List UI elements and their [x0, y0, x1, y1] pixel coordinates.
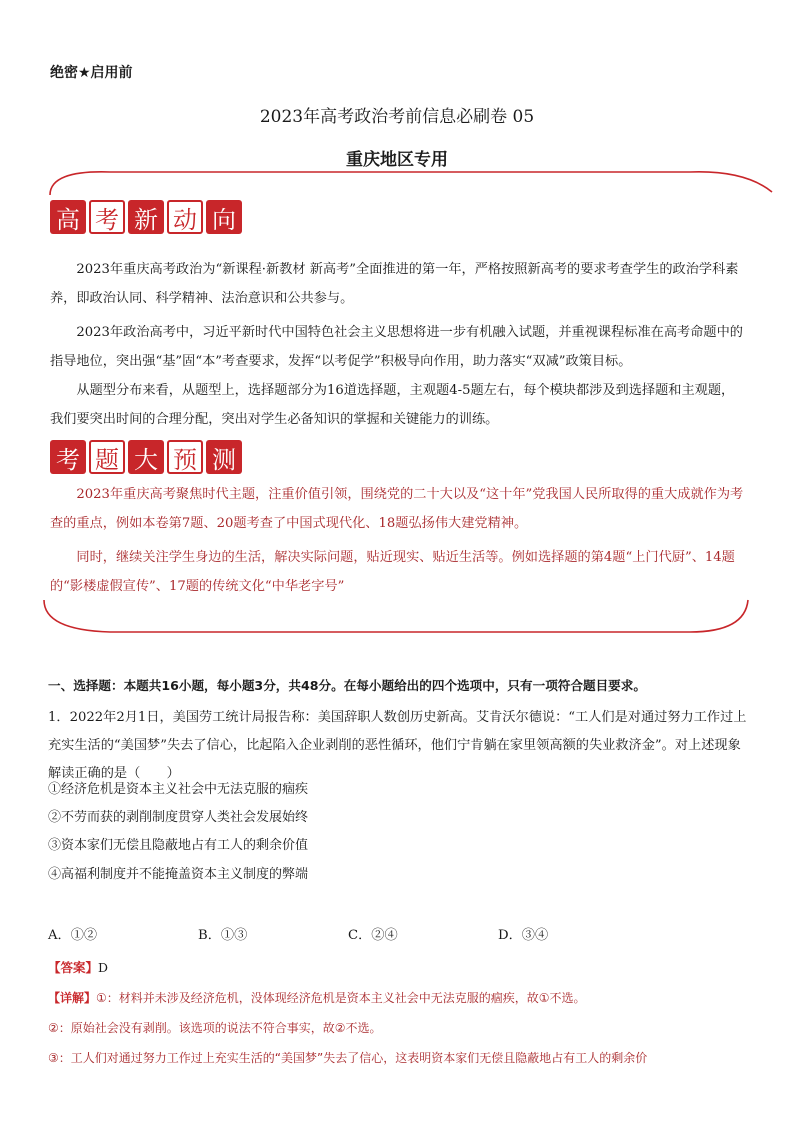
choice-d: D．③④ [498, 928, 549, 943]
explanation-line: ③：工人们对通过努力工作过上充实生活的“美国梦”失去了信心，这表明资本家们无偿且隐蔽地占有工人的剩余价 [48, 1051, 648, 1065]
answer-line [48, 958, 108, 976]
choice-b: B．①③ [198, 928, 248, 943]
explanation-line: ②：原始社会没有剥削。该选项的说法不符合事实，故②不选。 [48, 1021, 382, 1035]
explain-label: 【详解】 [48, 991, 97, 1005]
banner-char: 新 [128, 200, 164, 234]
banner-char: 考 [89, 200, 125, 234]
trend-banner [50, 200, 242, 234]
banner-char: 考 [50, 440, 86, 474]
question-stem: 1．2022年2月1日，美国劳工统计局报告称：美国辞职人数创历史新高。艾肯沃尔德说：“工人们是对通过努力工作过上充实生活的“美国梦”失去了信心，比起陷入企业剥削的恶性循环，他们宁肯躺在家里领高额的失业救济金”。对上述现象解读正确的是（ ） [48, 710, 747, 781]
trend-paragraph: 2023年重庆高考政治为“新课程·新教材 新高考”全面推进的第一年，严格按照新高考的要求考查学生的政治学科素养，即政治认同、科学精神、法治意识和公共参与。 [50, 262, 739, 306]
banner-char: 高 [50, 200, 86, 234]
choice-c: C．②④ [348, 928, 398, 943]
answer-label: 【答案】 [48, 960, 99, 975]
banner-char: 测 [206, 440, 242, 474]
statement-item: ③资本家们无偿且隐蔽地占有工人的剩余价值 [48, 838, 309, 853]
predict-paragraph: 2023年重庆高考聚焦时代主题，注重价值引领，围绕党的二十大以及“这十年”党我国人民所取得的重大成就作为考查的重点，例如本卷第7题、20题考查了中国式现代化、18题弘扬伟大建党精神。 [50, 487, 744, 531]
secret-label: 绝密★启用前 [50, 65, 133, 81]
banner-char: 题 [89, 440, 125, 474]
predict-paragraph: 同时，继续关注学生身边的生活，解决实际问题，贴近现实、贴近生活等。例如选择题的第4题“上门代厨”、14题的“影楼虚假宣传”、17题的传统文化“中华老字号” [50, 550, 735, 594]
page-subtitle: 重庆地区专用 [346, 150, 448, 170]
banner-char: 向 [206, 200, 242, 234]
page-title: 2023年高考政治考前信息必刷卷 05 [259, 107, 535, 127]
banner-char: 大 [128, 440, 164, 474]
banner-char: 动 [167, 200, 203, 234]
banner-char: 预 [167, 440, 203, 474]
choice-a: A．①② [48, 928, 98, 943]
trend-paragraph: 从题型分布来看，从题型上，选择题部分为16道选择题，主观题4-5题左右，每个模块都涉及到选择题和主观题，我们要突出时间的合理分配，突出对学生必备知识的掌握和关键能力的训练。 [50, 383, 735, 427]
statement-item: ④高福利制度并不能掩盖资本主义制度的弊端 [48, 867, 309, 882]
predict-banner [50, 440, 242, 474]
trend-paragraph: 2023年政治高考中，习近平新时代中国特色社会主义思想将进一步有机融入试题，并重视课程标准在高考命题中的指导地位，突出强“基”固“本”考查要求，发挥“以考促学”积极导向作用，助力落实“双减”政策目标。 [50, 325, 743, 369]
statement-item: ②不劳而获的剥削制度贯穿人类社会发展始终 [48, 810, 309, 825]
explanation-line [48, 983, 758, 1013]
statement-item: ①经济危机是资本主义社会中无法克服的痼疾 [48, 782, 309, 797]
explanation-text: ①：材料并未涉及经济危机，没体现经济危机是资本主义社会中无法克服的痼疾，故①不选。 [96, 991, 586, 1005]
answer-value: D [98, 960, 109, 975]
section-heading: 一、选择题：本题共16小题，每小题3分，共48分。在每小题给出的四个选项中，只有一项符合题目要求。 [48, 678, 646, 693]
answer-choices [48, 924, 648, 943]
